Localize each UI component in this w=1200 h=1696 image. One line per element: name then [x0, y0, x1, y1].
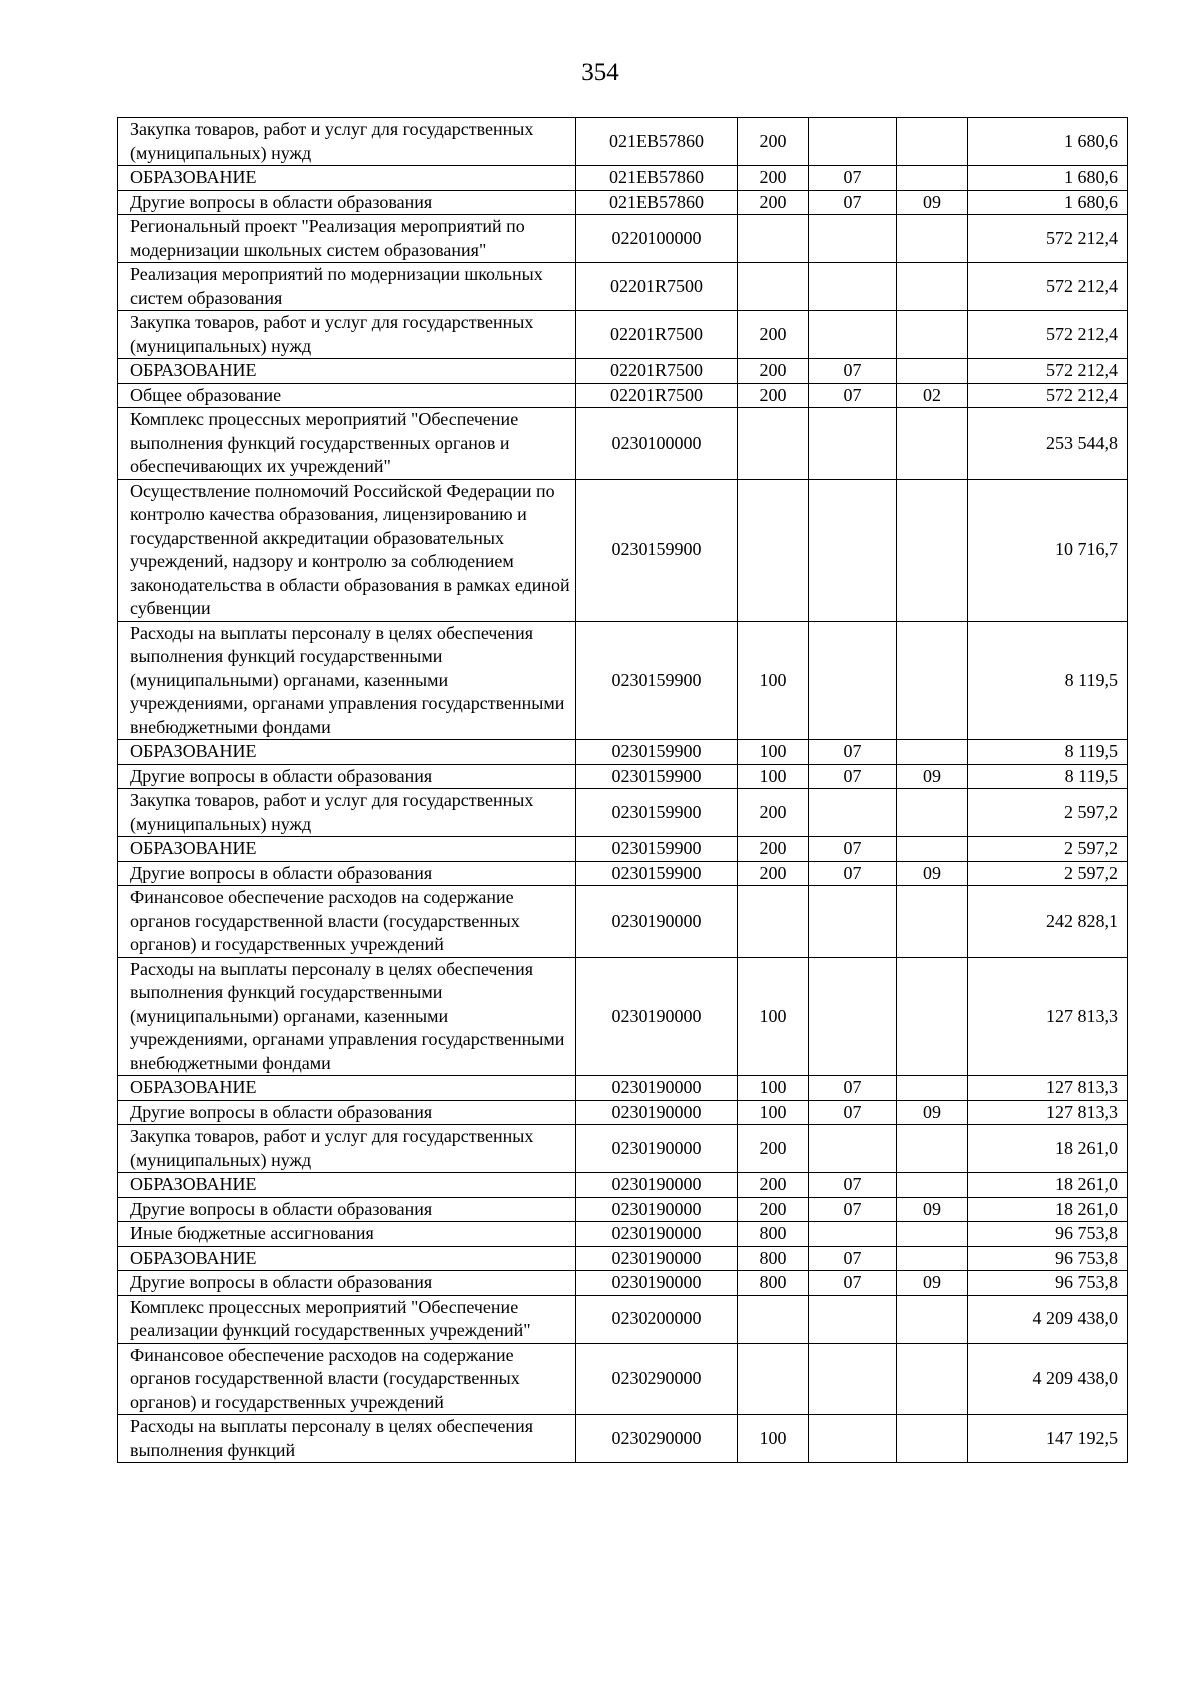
row-amount-cell: 8 119,5	[968, 740, 1128, 765]
row-amount-cell: 127 813,3	[968, 1076, 1128, 1101]
row-subsection-cell	[897, 1076, 968, 1101]
row-name-cell: ОБРАЗОВАНИЕ	[118, 359, 576, 384]
row-subsection-cell	[897, 118, 968, 166]
row-amount-cell: 2 597,2	[968, 837, 1128, 862]
table-row	[118, 837, 1128, 862]
row-subsection-cell	[897, 740, 968, 765]
row-section-cell	[809, 1125, 897, 1173]
row-amount-cell: 242 828,1	[968, 886, 1128, 958]
row-amount-cell: 8 119,5	[968, 621, 1128, 740]
row-name-cell: Другие вопросы в области образования	[118, 764, 576, 789]
row-section-cell	[809, 1415, 897, 1463]
row-section-cell	[809, 263, 897, 311]
row-expense-type-cell: 100	[738, 1100, 809, 1125]
table-row	[118, 408, 1128, 480]
row-target-code-cell: 021EB57860	[576, 118, 738, 166]
table-row	[118, 1271, 1128, 1296]
row-target-code-cell: 0230190000	[576, 1100, 738, 1125]
row-expense-type-cell: 200	[738, 789, 809, 837]
row-subsection-cell	[897, 886, 968, 958]
row-section-cell: 07	[809, 383, 897, 408]
row-target-code-cell: 021EB57860	[576, 190, 738, 215]
row-expense-type-cell: 200	[738, 359, 809, 384]
row-section-cell	[809, 1295, 897, 1343]
table-row	[118, 861, 1128, 886]
row-amount-cell: 18 261,0	[968, 1125, 1128, 1173]
row-section-cell: 07	[809, 1246, 897, 1271]
row-subsection-cell	[897, 166, 968, 191]
row-name-cell: Региональный проект "Реализация мероприятий по модернизации школьных систем образования"	[118, 215, 576, 263]
row-subsection-cell	[897, 1246, 968, 1271]
row-target-code-cell: 0230159900	[576, 621, 738, 740]
row-amount-cell: 572 212,4	[968, 263, 1128, 311]
row-name-cell: Финансовое обеспечение расходов на содержание органов государственной власти (государственных органов) и государственных учреждений	[118, 1343, 576, 1415]
row-name-cell: Закупка товаров, работ и услуг для государственных (муниципальных) нужд	[118, 1125, 576, 1173]
row-amount-cell: 18 261,0	[968, 1197, 1128, 1222]
row-expense-type-cell: 200	[738, 383, 809, 408]
row-subsection-cell: 09	[897, 764, 968, 789]
row-subsection-cell: 09	[897, 1271, 968, 1296]
row-amount-cell: 96 753,8	[968, 1246, 1128, 1271]
row-expense-type-cell: 100	[738, 764, 809, 789]
row-expense-type-cell	[738, 1343, 809, 1415]
row-target-code-cell: 0230190000	[576, 1076, 738, 1101]
row-target-code-cell: 0230159900	[576, 764, 738, 789]
row-name-cell: Комплекс процессных мероприятий "Обеспечение реализации функций государственных учреждений"	[118, 1295, 576, 1343]
row-expense-type-cell: 200	[738, 861, 809, 886]
row-amount-cell: 253 544,8	[968, 408, 1128, 480]
row-section-cell	[809, 957, 897, 1076]
table-row	[118, 479, 1128, 621]
row-target-code-cell: 0230190000	[576, 1173, 738, 1198]
row-section-cell: 07	[809, 740, 897, 765]
row-subsection-cell	[897, 311, 968, 359]
row-expense-type-cell: 200	[738, 118, 809, 166]
table-row	[118, 1415, 1128, 1463]
row-target-code-cell: 0230159900	[576, 740, 738, 765]
row-name-cell: Расходы на выплаты персоналу в целях обеспечения выполнения функций	[118, 1415, 576, 1463]
row-name-cell: ОБРАЗОВАНИЕ	[118, 1076, 576, 1101]
row-subsection-cell	[897, 1125, 968, 1173]
row-expense-type-cell: 100	[738, 1076, 809, 1101]
row-amount-cell: 18 261,0	[968, 1173, 1128, 1198]
row-target-code-cell: 0230190000	[576, 1125, 738, 1173]
row-subsection-cell	[897, 957, 968, 1076]
row-name-cell: Другие вопросы в области образования	[118, 1197, 576, 1222]
row-expense-type-cell	[738, 263, 809, 311]
table-row	[118, 359, 1128, 384]
table-row	[118, 215, 1128, 263]
table-row	[118, 886, 1128, 958]
row-name-cell: Расходы на выплаты персоналу в целях обеспечения выполнения функций государственными (муниципальными) органами, казенными учреждениями, органами управления государственными внебюджетными фондами	[118, 621, 576, 740]
table-row	[118, 263, 1128, 311]
row-name-cell: Другие вопросы в области образования	[118, 190, 576, 215]
row-name-cell: ОБРАЗОВАНИЕ	[118, 166, 576, 191]
row-section-cell	[809, 408, 897, 480]
row-expense-type-cell: 100	[738, 957, 809, 1076]
row-section-cell: 07	[809, 1271, 897, 1296]
row-target-code-cell: 02201R7500	[576, 383, 738, 408]
row-subsection-cell	[897, 1222, 968, 1247]
row-expense-type-cell: 200	[738, 1125, 809, 1173]
row-amount-cell: 96 753,8	[968, 1222, 1128, 1247]
table-row	[118, 311, 1128, 359]
row-name-cell: ОБРАЗОВАНИЕ	[118, 740, 576, 765]
row-section-cell	[809, 621, 897, 740]
row-expense-type-cell: 200	[738, 1173, 809, 1198]
row-target-code-cell: 0230190000	[576, 1246, 738, 1271]
row-section-cell: 07	[809, 166, 897, 191]
row-name-cell: Другие вопросы в области образования	[118, 1100, 576, 1125]
table-row	[118, 1197, 1128, 1222]
row-expense-type-cell: 100	[738, 621, 809, 740]
row-subsection-cell	[897, 1173, 968, 1198]
row-expense-type-cell: 200	[738, 311, 809, 359]
row-name-cell: Общее образование	[118, 383, 576, 408]
row-amount-cell: 147 192,5	[968, 1415, 1128, 1463]
row-expense-type-cell	[738, 479, 809, 621]
row-expense-type-cell: 200	[738, 166, 809, 191]
row-name-cell: Комплекс процессных мероприятий "Обеспечение выполнения функций государственных органов и обеспечивающих их учреждений"	[118, 408, 576, 480]
row-amount-cell: 8 119,5	[968, 764, 1128, 789]
row-amount-cell: 96 753,8	[968, 1271, 1128, 1296]
row-section-cell	[809, 1343, 897, 1415]
row-target-code-cell: 0230190000	[576, 1271, 738, 1296]
budget-table-body	[118, 118, 1128, 1463]
row-section-cell	[809, 886, 897, 958]
row-amount-cell: 10 716,7	[968, 479, 1128, 621]
row-name-cell: ОБРАЗОВАНИЕ	[118, 837, 576, 862]
row-expense-type-cell	[738, 886, 809, 958]
table-row	[118, 957, 1128, 1076]
row-section-cell: 07	[809, 1197, 897, 1222]
row-section-cell: 07	[809, 764, 897, 789]
row-target-code-cell: 0230159900	[576, 837, 738, 862]
row-name-cell: Иные бюджетные ассигнования	[118, 1222, 576, 1247]
row-subsection-cell	[897, 1295, 968, 1343]
table-row	[118, 383, 1128, 408]
row-subsection-cell	[897, 359, 968, 384]
row-amount-cell: 2 597,2	[968, 789, 1128, 837]
row-amount-cell: 4 209 438,0	[968, 1295, 1128, 1343]
row-target-code-cell: 0230190000	[576, 957, 738, 1076]
table-row	[118, 1173, 1128, 1198]
table-row	[118, 166, 1128, 191]
row-target-code-cell: 02201R7500	[576, 359, 738, 384]
row-target-code-cell: 0220100000	[576, 215, 738, 263]
row-subsection-cell	[897, 789, 968, 837]
page-number: 354	[581, 59, 619, 86]
row-expense-type-cell: 200	[738, 837, 809, 862]
row-expense-type-cell: 200	[738, 190, 809, 215]
table-row	[118, 118, 1128, 166]
table-row	[118, 740, 1128, 765]
row-subsection-cell: 09	[897, 861, 968, 886]
row-amount-cell: 127 813,3	[968, 1100, 1128, 1125]
row-section-cell: 07	[809, 861, 897, 886]
row-subsection-cell	[897, 1343, 968, 1415]
row-section-cell: 07	[809, 1173, 897, 1198]
row-amount-cell: 1 680,6	[968, 190, 1128, 215]
table-row	[118, 789, 1128, 837]
row-subsection-cell: 09	[897, 1100, 968, 1125]
row-name-cell: Закупка товаров, работ и услуг для государственных (муниципальных) нужд	[118, 118, 576, 166]
row-name-cell: Закупка товаров, работ и услуг для государственных (муниципальных) нужд	[118, 311, 576, 359]
row-target-code-cell: 0230159900	[576, 479, 738, 621]
row-target-code-cell: 0230159900	[576, 861, 738, 886]
row-amount-cell: 572 212,4	[968, 311, 1128, 359]
row-expense-type-cell	[738, 215, 809, 263]
row-section-cell: 07	[809, 190, 897, 215]
row-amount-cell: 1 680,6	[968, 118, 1128, 166]
row-amount-cell: 572 212,4	[968, 383, 1128, 408]
row-amount-cell: 572 212,4	[968, 359, 1128, 384]
row-expense-type-cell	[738, 408, 809, 480]
row-expense-type-cell: 200	[738, 1197, 809, 1222]
row-expense-type-cell	[738, 1295, 809, 1343]
row-amount-cell: 4 209 438,0	[968, 1343, 1128, 1415]
table-row	[118, 1295, 1128, 1343]
row-subsection-cell: 02	[897, 383, 968, 408]
row-section-cell	[809, 479, 897, 621]
row-subsection-cell	[897, 1415, 968, 1463]
row-section-cell	[809, 118, 897, 166]
row-target-code-cell: 02201R7500	[576, 263, 738, 311]
row-target-code-cell: 0230190000	[576, 1197, 738, 1222]
row-target-code-cell: 0230100000	[576, 408, 738, 480]
table-row	[118, 1076, 1128, 1101]
row-name-cell: ОБРАЗОВАНИЕ	[118, 1173, 576, 1198]
row-section-cell	[809, 215, 897, 263]
row-name-cell: Другие вопросы в области образования	[118, 1271, 576, 1296]
row-subsection-cell	[897, 408, 968, 480]
row-expense-type-cell: 800	[738, 1271, 809, 1296]
row-section-cell: 07	[809, 837, 897, 862]
row-expense-type-cell: 100	[738, 740, 809, 765]
table-row	[118, 1246, 1128, 1271]
row-target-code-cell: 0230190000	[576, 886, 738, 958]
row-section-cell	[809, 789, 897, 837]
row-name-cell: Другие вопросы в области образования	[118, 861, 576, 886]
table-row	[118, 1100, 1128, 1125]
row-expense-type-cell: 800	[738, 1222, 809, 1247]
row-name-cell: Реализация мероприятий по модернизации школьных систем образования	[118, 263, 576, 311]
row-section-cell: 07	[809, 359, 897, 384]
row-subsection-cell	[897, 479, 968, 621]
row-target-code-cell: 0230290000	[576, 1343, 738, 1415]
row-section-cell: 07	[809, 1076, 897, 1101]
row-target-code-cell: 02201R7500	[576, 311, 738, 359]
row-subsection-cell	[897, 215, 968, 263]
row-name-cell: Финансовое обеспечение расходов на содержание органов государственной власти (государственных органов) и государственных учреждений	[118, 886, 576, 958]
row-name-cell: ОБРАЗОВАНИЕ	[118, 1246, 576, 1271]
row-section-cell	[809, 311, 897, 359]
row-target-code-cell: 0230190000	[576, 1222, 738, 1247]
table-row	[118, 764, 1128, 789]
budget-table	[117, 117, 1128, 1463]
row-name-cell: Закупка товаров, работ и услуг для государственных (муниципальных) нужд	[118, 789, 576, 837]
table-row	[118, 1222, 1128, 1247]
table-row	[118, 1343, 1128, 1415]
row-target-code-cell: 0230159900	[576, 789, 738, 837]
row-section-cell	[809, 1222, 897, 1247]
row-subsection-cell: 09	[897, 190, 968, 215]
row-name-cell: Расходы на выплаты персоналу в целях обеспечения выполнения функций государственными (муниципальными) органами, казенными учреждениями, органами управления государственными внебюджетными фондами	[118, 957, 576, 1076]
row-subsection-cell: 09	[897, 1197, 968, 1222]
table-row	[118, 621, 1128, 740]
row-subsection-cell	[897, 621, 968, 740]
row-target-code-cell: 0230200000	[576, 1295, 738, 1343]
row-name-cell: Осуществление полномочий Российской Федерации по контролю качества образования, лицензированию и государственной аккредитации образовательных учреждений, надзору и контролю за соблюдением законодательства в области образования в рамках единой субвенции	[118, 479, 576, 621]
row-subsection-cell	[897, 837, 968, 862]
row-expense-type-cell: 100	[738, 1415, 809, 1463]
row-target-code-cell: 0230290000	[576, 1415, 738, 1463]
row-expense-type-cell: 800	[738, 1246, 809, 1271]
row-amount-cell: 2 597,2	[968, 861, 1128, 886]
row-amount-cell: 572 212,4	[968, 215, 1128, 263]
row-target-code-cell: 021EB57860	[576, 166, 738, 191]
table-row	[118, 1125, 1128, 1173]
table-row	[118, 190, 1128, 215]
row-amount-cell: 127 813,3	[968, 957, 1128, 1076]
row-subsection-cell	[897, 263, 968, 311]
row-section-cell: 07	[809, 1100, 897, 1125]
row-amount-cell: 1 680,6	[968, 166, 1128, 191]
